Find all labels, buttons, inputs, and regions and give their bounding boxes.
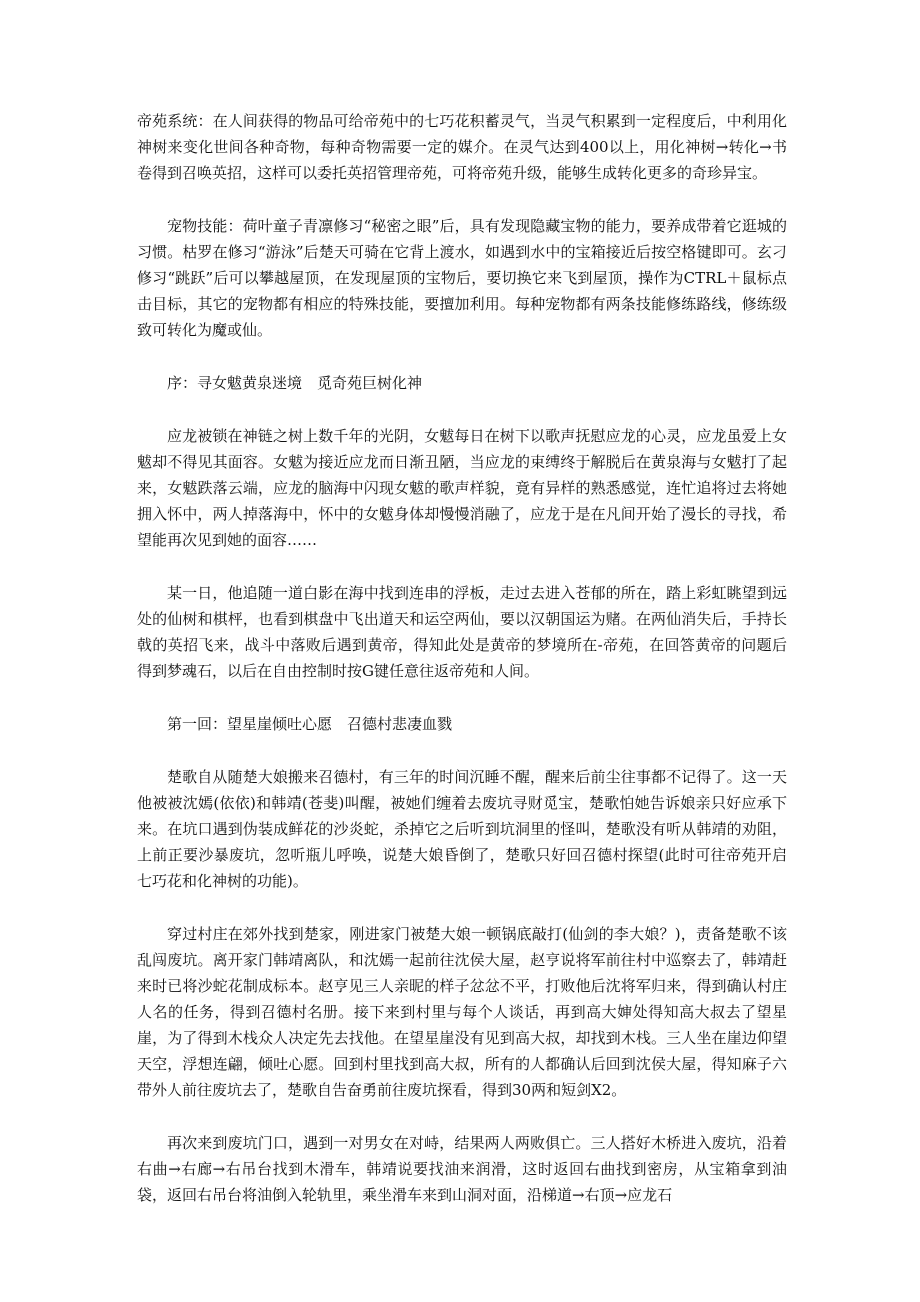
paragraph-gap — [137, 1103, 787, 1130]
chapter-heading-prologue: 序：寻女魃黄泉迷境 觅奇苑巨树化神 — [167, 374, 423, 392]
paragraph-pet-skills: 宠物技能：荷叶童子青凛修习“秘密之眼”后，具有发现隐藏宝物的能力，要养成带着它逛城的习惯。枯罗在修习“游泳”后楚天可骑在它背上渡水，如遇到水中的宝箱接近后按空格键即可。玄刁修习“跳跃”后可以攀越屋顶，在发现屋顶的宝物后，要切换它来飞到屋顶，操作为CTRL＋鼠标点击目标，其它的宠物都有相应的特殊技能，要擅加利用。每种宠物都有两条技能修练路线，修练级致可转化为魔或仙。 — [137, 217, 787, 339]
chapter-heading-chapter-one: 第一回：望星崖倾吐心愿 召德村悲凄血戮 — [167, 715, 453, 733]
paragraph-white-shadow: 某一日，他追随一道白影在海中找到连串的浮板，走过去进入苍郁的所在，踏上彩虹眺望到远处的仙树和棋枰，也看到棋盘中飞出道天和运空两仙，要以汉朝国运为赌。在两仙消失后，手持长戟的英招飞来，战斗中落败后遇到黄帝，得知此处是黄帝的梦境所在-帝苑，在回答黄帝的问题后得到梦魂石，以后在自由控制时按G键任意往返帝苑和人间。 — [137, 584, 787, 680]
document-body — [137, 108, 787, 1208]
paragraph-abandoned-pit: 再次来到废坑门口，遇到一对男女在对峙，结果两人两败俱亡。三人搭好木桥进入废坑，沿着右曲→右廊→右吊台找到木滑车，韩靖说要找油来润滑，这时返回右曲找到密房，从宝箱拿到油袋，返回右吊台将油倒入轮轨里，乘坐滑车来到山洞对面，沿梯道→右顶→应龙石 — [137, 1134, 787, 1204]
paragraph-yinglong-story: 应龙被锁在神链之树上数千年的光阴，女魃每日在树下以歌声抚慰应龙的心灵，应龙虽爱上女魃却不得见其面容。女魃为接近应龙而日渐丑陋，当应龙的束缚终于解脱后在黄泉海与女魃打了起来，女魃跌落云端，应龙的脑海中闪现女魃的歌声样貌，竟有异样的熟悉感觉，连忙追将过去将她拥入怀中，两人掉落海中，怀中的女魃身体却慢慢消融了，应龙于是在凡间开始了漫长的寻找，希望能再次见到她的面容…… — [137, 427, 787, 549]
paragraph-gap — [137, 553, 787, 580]
paragraph-gap — [137, 684, 787, 711]
paragraph-gap — [137, 396, 787, 423]
paragraph-gap — [137, 186, 787, 213]
paragraph-imperial-garden-system: 帝苑系统：在人间获得的物品可给帝苑中的七巧花积蓄灵气，当灵气积累到一定程度后，中利用化神树来变化世间各种奇物，每种奇物需要一定的媒介。在灵气达到400以上，用化神树→转化→书卷得到召唤英招，这样可以委托英招管理帝苑，可将帝苑升级，能够生成转化更多的奇珍异宝。 — [137, 112, 787, 182]
paragraph-village-tasks: 穿过村庄在郊外找到楚家，刚进家门被楚大娘一顿锅底敲打(仙剑的李大娘？)，责备楚歌不该乱闯废坑。离开家门韩靖离队，和沈嫣一起前往沈侯大屋，赵亨说将军前往村中巡察去了，韩靖赶来时已将沙蛇花制成标本。赵亨见三人亲昵的样子忿忿不平，打败他后沈将军归来，得到确认村庄人名的任务，得到召德村名册。接下来到村里与每个人谈话，再到高大婶处得知高大叔去了望星崖，为了得到木栈众人决定先去找他。在望星崖没有见到高大叔，却找到木栈。三人坐在崖边仰望天空，浮想连翩，倾吐心愿。回到村里找到高大叔，所有的人都确认后回到沈侯大屋，得知麻子六带外人前往废坑去了，楚歌自告奋勇前往废坑探看，得到30两和短剑X2。 — [137, 925, 787, 1099]
paragraph-chuge-awakens: 楚歌自从随楚大娘搬来召德村，有三年的时间沉睡不醒，醒来后前尘往事都不记得了。这一天他被被沈嫣(依依)和韩靖(苍斐)叫醒，被她们缠着去废坑寻财觅宝，楚歌怕她告诉娘亲只好应承下来。在坑口遇到伪装成鲜花的沙炎蛇，杀掉它之后听到坑洞里的怪叫，楚歌没有听从韩靖的劝阻，上前正要沙暴废坑，忽听瓶儿呼唤，说楚大娘昏倒了，楚歌只好回召德村探望(此时可往帝苑开启七巧花和化神树的功能)。 — [137, 768, 787, 890]
paragraph-gap — [137, 894, 787, 921]
paragraph-gap — [137, 737, 787, 764]
paragraph-gap — [137, 343, 787, 370]
